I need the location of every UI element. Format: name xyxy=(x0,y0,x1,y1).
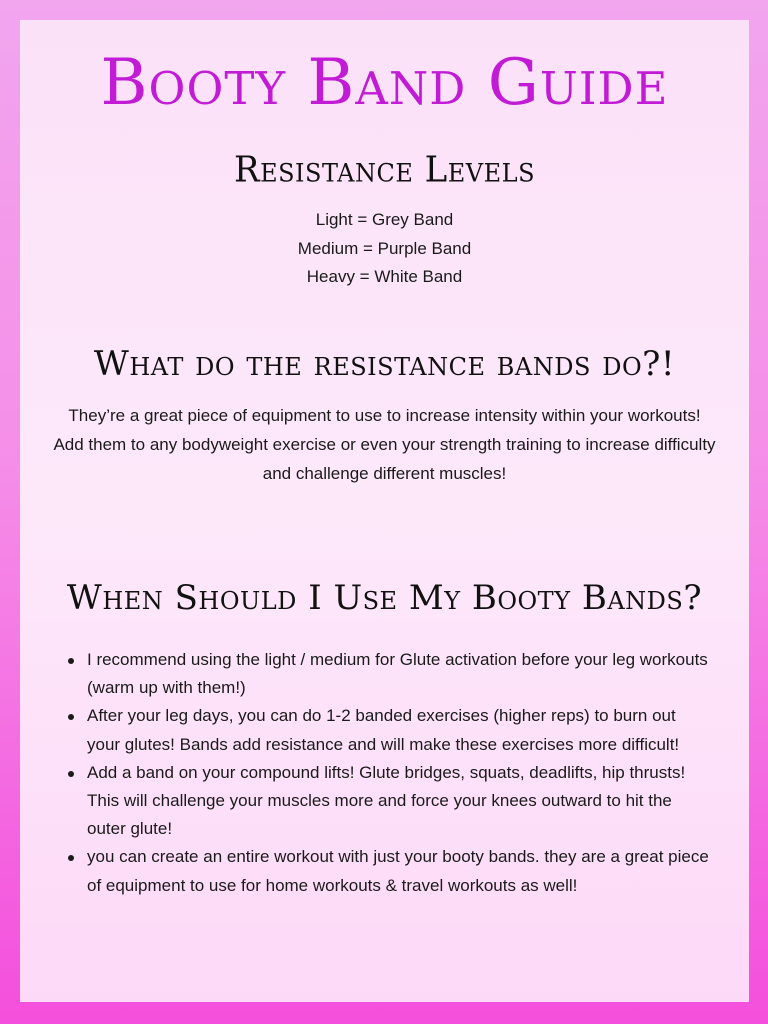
what-paragraph-2: Add them to any bodyweight exercise or even your strength training to increase difficulty and challenge different muscles! xyxy=(53,435,716,483)
list-item xyxy=(60,759,709,844)
what-heading: What do the resistance bands do?! xyxy=(93,344,676,384)
when-heading: When Should I Use My Booty Bands? xyxy=(66,578,703,618)
bullet-text: After your leg days, you can do 1-2 banded exercises (higher reps) to burn out your glutes! Bands add resistance and will make these exercises more difficult! xyxy=(87,706,680,754)
what-description xyxy=(50,401,719,488)
resistance-levels-heading: Resistance Levels xyxy=(233,149,536,191)
level-light: Light = Grey Band xyxy=(315,210,454,229)
bullet-icon xyxy=(68,771,74,777)
level-medium: Medium = Purple Band xyxy=(297,238,472,258)
level-heavy: Heavy = White Band xyxy=(306,267,463,286)
bullet-text: Add a band on your compound lifts! Glute bridges, squats, deadlifts, hip thrusts! This will challenge your muscles more and force your knees outward to hit the outer glute! xyxy=(87,762,686,839)
guide-card xyxy=(20,20,749,1002)
resistance-levels-list xyxy=(20,206,749,292)
list-item xyxy=(60,843,709,899)
what-paragraph-1: They’re a great piece of equipment to use to increase intensity within your workouts! xyxy=(68,406,701,425)
bullet-text: I recommend using the light / medium for Glute activation before your leg workouts (warm up with them!) xyxy=(87,650,708,698)
page-title: Booty Band Guide xyxy=(100,46,669,120)
bullet-icon xyxy=(68,855,74,861)
when-bullet-list xyxy=(60,646,709,900)
bullet-text: you can create an entire workout with just your booty bands. they are a great piece of equipment to use for home workouts & travel workouts as well! xyxy=(87,847,709,895)
bullet-icon xyxy=(68,658,74,664)
list-item xyxy=(60,702,709,758)
list-item xyxy=(60,646,709,702)
bullet-icon xyxy=(68,714,74,720)
